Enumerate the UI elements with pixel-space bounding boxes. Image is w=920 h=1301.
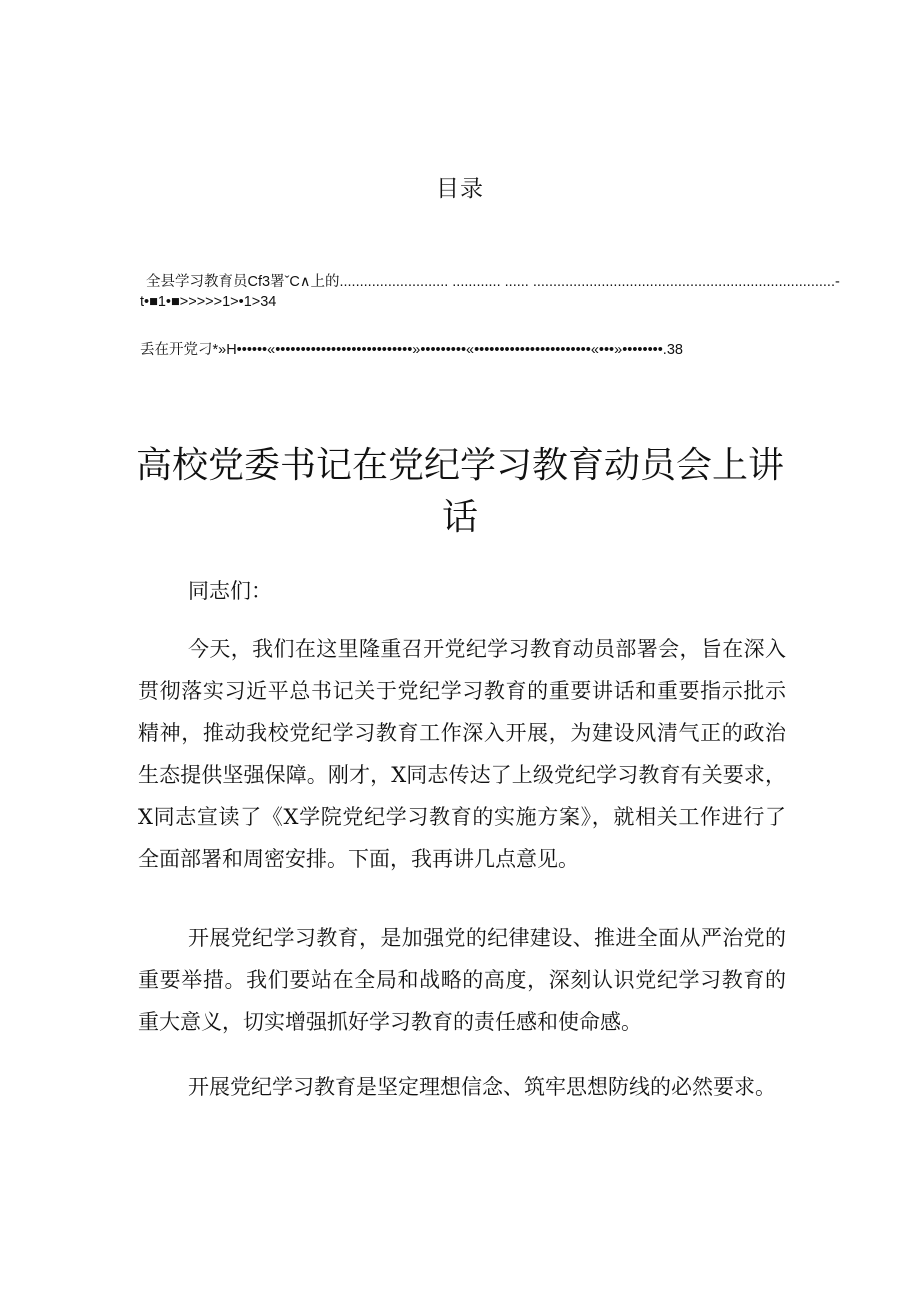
toc-entry-1[interactable]: 全县学习教育员Cf3署ˇC∧上的........................... ............ ...... ...........................................................................- [146, 274, 840, 290]
paragraph-2: 开展党纪学习教育，是加强党的纪律建设、推进全面从严治党的重要举措。我们要站在全局和战略的高度，深刻认识党纪学习教育的重大意义，切实增强抓好学习教育的责任感和使命感。 [138, 926, 786, 1034]
document-title [110, 440, 810, 544]
toc-entry-2[interactable]: 丢在开党刁*»H••••••«•••••••••••••••••••••••••••»•••••••••«•••••••••••••••••••••••«•••»••••••••.38 [140, 342, 683, 358]
document-title-line-1: 高校党委书记在党纪学习教育动员会上讲 [135, 445, 784, 486]
salutation: 同志们： [188, 579, 272, 603]
document-title-line-2: 话 [441, 497, 478, 538]
paragraph-3: 开展党纪学习教育是坚定理想信念、筑牢思想防线的必然要求。 [188, 1075, 776, 1099]
toc-title: 目录 [436, 176, 484, 202]
toc-entry-1-continuation[interactable]: t•■1•■>>>>>1>•1>34 [140, 294, 277, 310]
paragraph-1: 今天，我们在这里隆重召开党纪学习教育动员部署会，旨在深入贯彻落实习近平总书记关于党纪学习教育的重要讲话和重要指示批示精神，推动我校党纪学习教育工作深入开展，为建设风清气正的政治生态提供坚强保障。刚才，X同志传达了上级党纪学习教育有关要求，X同志宣读了《X学院党纪学习教育的实施方案》，就相关工作进行了全面部署和周密安排。下面，我再讲几点意见。 [138, 637, 786, 871]
